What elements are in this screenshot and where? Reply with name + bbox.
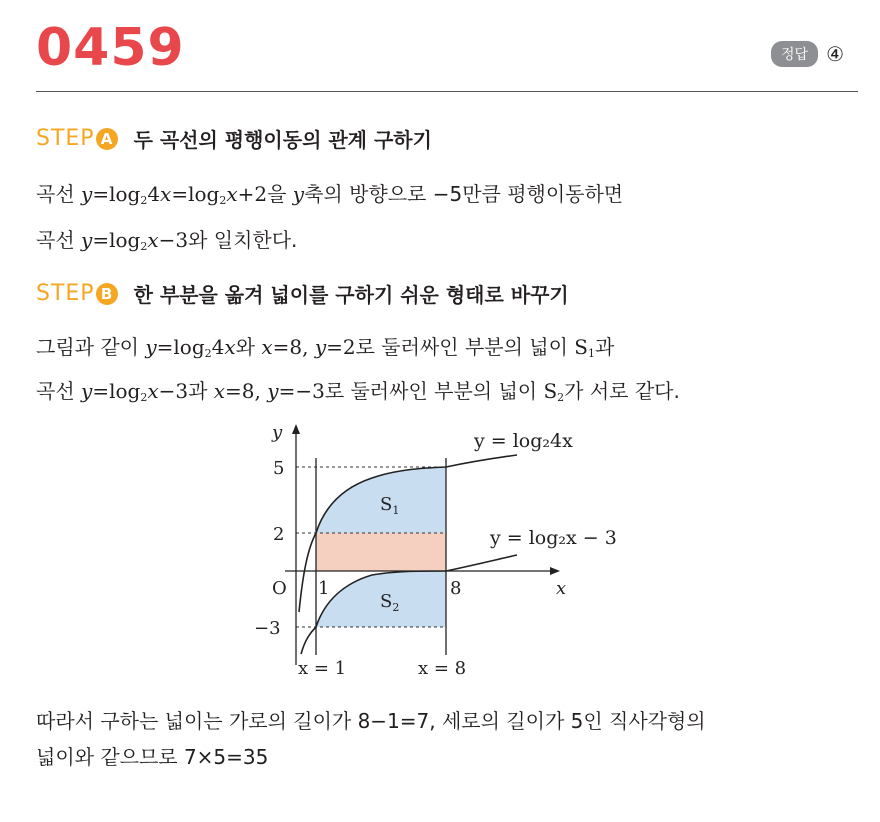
text: 가 서로 같다.	[564, 379, 680, 403]
x-axis-arrow	[550, 567, 560, 575]
text: 을	[267, 182, 293, 206]
step-a-line-1: 곡선 $y=\log_24x=\log_2x+2$을 y축의 방향으로 −5만큼 평행이동하면	[36, 182, 624, 207]
conclusion-line-1: 따라서 구하는 넓이는 가로의 길이가 8−1=7, 세로의 길이가 5인 직사각형의	[36, 709, 706, 733]
step-b-line-2: 곡선 $y=\log_2x-3$과 x=8, y=−3로 둘러싸인 부분의 넓이 $S_2$가 서로 같다.	[36, 379, 680, 404]
tick-1: 1	[318, 578, 330, 599]
step-b-title: 한 부분을 옮겨 넓이를 구하기 쉬운 형태로 바꾸기	[133, 283, 569, 307]
step-a-line-2: 곡선 $y=\log_2x-3$와 일치한다.	[36, 228, 298, 253]
problem-number: 0459	[36, 18, 185, 78]
text: 곡선	[36, 182, 81, 206]
step-b-word: STEP	[36, 281, 95, 306]
text: 곡선	[36, 379, 81, 403]
text: 와 일치한다.	[188, 228, 298, 252]
x-axis-label: x	[556, 578, 567, 599]
tick-5: 5	[273, 458, 285, 479]
step-b-letter: B	[96, 283, 118, 305]
text: 그림과 같이	[36, 335, 146, 359]
step-a-letter: A	[96, 128, 118, 150]
text: 과	[594, 335, 615, 359]
text: 곡선	[36, 228, 81, 252]
step-a-title: 두 곡선의 평행이동의 관계 구하기	[133, 128, 432, 152]
curve1-label: y = log₂4x	[474, 430, 573, 452]
step-b-line-1: 그림과 같이 $y=\log_24x$와 x=8, y=2로 둘러싸인 부분의 넓이 $S_1$과	[36, 335, 615, 360]
region-middle	[316, 533, 446, 571]
label-s1: $S_1$	[380, 494, 400, 517]
text: 과	[188, 379, 214, 403]
tick-2: 2	[273, 524, 285, 545]
y-axis-arrow	[292, 424, 300, 434]
tick-8: 8	[450, 578, 462, 599]
line-x8-label: x = 8	[418, 658, 467, 679]
line-x1-label: x = 1	[298, 658, 347, 679]
text: 로 둘러싸인 부분의 넓이	[355, 335, 575, 359]
curve2-label: y = log₂x − 3	[490, 527, 617, 549]
text: 축의 방향으로 −5만큼 평행이동하면	[304, 182, 624, 206]
y-axis-label: y	[272, 422, 283, 443]
step-a-word: STEP	[36, 126, 95, 151]
tick-minus-3: −3	[254, 618, 281, 639]
conclusion-line-2: 넓이와 같으므로 7×5=35	[36, 745, 269, 769]
text: 와	[235, 335, 262, 359]
answer-badge: 정답	[771, 41, 818, 67]
origin-label: O	[272, 578, 287, 599]
text: 로 둘러싸인 부분의 넓이	[324, 379, 544, 403]
label-s2: $S_2$	[380, 591, 400, 614]
answer-value: ④	[826, 42, 844, 66]
